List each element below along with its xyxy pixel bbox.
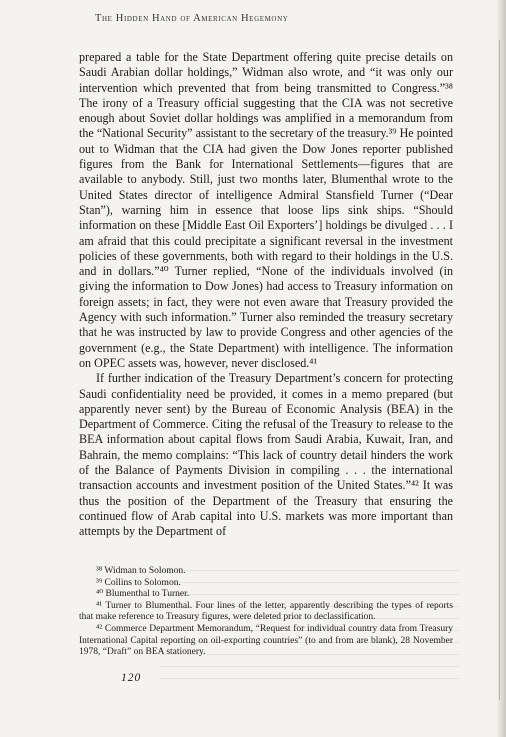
page-gutter-line bbox=[499, 40, 500, 700]
footnotes bbox=[79, 566, 453, 659]
body-text bbox=[79, 50, 453, 540]
footnote-39: ³⁹ Collins to Solomon. bbox=[96, 577, 181, 588]
body-paragraph-1: prepared a table for the State Department offering quite precise details on Saudi Arabian dollar holdings,” Widman also wrote, and “it was only our intervention which prevented that from being transmitted to Congress.”³⁸ The irony of a Treasury official suggesting that the CIA was not secretive enough about Soviet dollar holdings was amplified in a memorandum from the “National Security” assistant to the secretary of the treasury.³⁹ He pointed out to Widman that the CIA had given the Dow Jones reporter published figures from the Bank for International Settlements—figures that are available to anybody. Still, just two months later, Blumenthal wrote to the United States director of intelligence Admiral Stansfield Turner (“Dear Stan”), warning him in essence that loose lips sink ships. “Should information on these [Middle East Oil Exporters’] holdings be divulged . . . I am afraid that this could precipitate a significant reversal in the investment policies of these governments, both with regard to their holdings in the U.S. and in dollars.”⁴⁰ Turner replied, “None of the individuals involved (in giving the information to Dow Jones) had access to Treasury information on foreign assets; in fact, they were not even aware that Treasury provided the Agency with such information.” Turner also reminded the treasury secretary that he was instructed by law to provide Congress and other agencies of the government (e.g., the State Department) with intelligence. The information on OPEC assets was, however, never disclosed.⁴¹ bbox=[79, 50, 453, 370]
page-number: 120 bbox=[121, 672, 142, 684]
body-paragraph-2: If further indication of the Treasury Department’s concern for protecting Saudi confidentiality need be provided, it comes in a memo prepared (but apparently never sent) by the Bureau of Economic Analysis (BEA) in the Department of Commerce. Citing the refusal of the Treasury to release to the BEA information about capital flows from Saudi Arabia, Kuwait, Iran, and Bahrain, the memo complains: “This lack of country detail hinders the work of the Balance of Payments Division in compiling . . . the international transaction accounts and investment position of the United States.”⁴² It was thus the position of the Department of the Treasury that ensuring the continued flow of Arab capital into U.S. markets was more important than attempts by the Department of bbox=[79, 371, 453, 539]
footnote-41: ⁴¹ Turner to Blumenthal. Four lines of the letter, apparently describing the types of reports that make reference to Treasury figures, were deleted prior to declassification. bbox=[79, 600, 453, 623]
running-head: The Hidden Hand of American Hegemony bbox=[95, 13, 289, 24]
footnote-38: ³⁸ Widman to Solomon. bbox=[96, 566, 186, 576]
footnote-42: ⁴² Commerce Department Memorandum, “Request for individual country data from Treasury International Capital reporting on oil-exporting countries” (to and from are blank), 28 November 1978, “Draft” on BEA stationery. bbox=[79, 623, 453, 658]
page-edge-shadow bbox=[496, 0, 506, 737]
footnote-40: ⁴⁰ Blumenthal to Turner. bbox=[96, 589, 190, 600]
